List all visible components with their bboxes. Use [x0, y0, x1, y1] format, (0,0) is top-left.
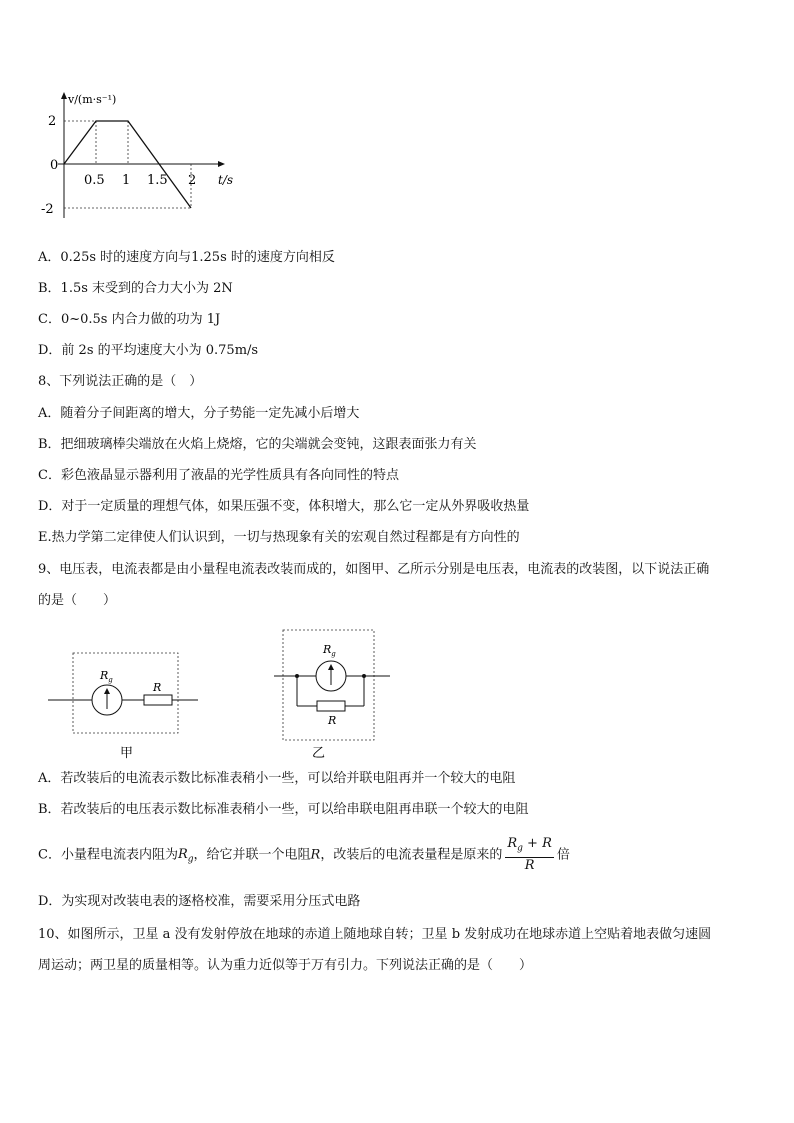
x-axis-arrow	[218, 161, 225, 167]
q9-stem-line2: 的是（ ）	[38, 593, 117, 608]
q9-c-end: 倍	[556, 847, 570, 863]
resistor-left	[144, 695, 172, 705]
meter-label-left: $R_g$	[100, 669, 113, 684]
q9-c-rg: $R_g$	[177, 847, 194, 865]
x-tick-0.5: 0.5	[84, 173, 105, 188]
label-yi: 乙	[312, 746, 326, 761]
circuit-voltmeter	[48, 653, 198, 761]
x-axis-label: t/s	[218, 173, 234, 187]
y-axis-label: v/(m·s⁻¹)	[68, 93, 117, 106]
q8-option-b: B．把细玻璃棒尖端放在火焰上烧熔，它的尖端就会变钝，这跟表面张力有关	[38, 437, 477, 452]
q7-option-a: A．0.25s 时的速度方向与1.25s 时的速度方向相反	[38, 250, 335, 265]
y-axis-arrow	[61, 92, 67, 99]
y-tick-0: 0	[50, 158, 59, 173]
y-tick-2: 2	[48, 114, 57, 129]
meter-label-right: $R_g$	[323, 643, 336, 658]
x-tick-1: 1	[122, 173, 131, 188]
q9-option-c	[38, 836, 570, 877]
q8-option-a: A．随着分子间距离的增大，分子势能一定先减小后增大	[38, 406, 360, 421]
q7-option-d: D．前 2s 的平均速度大小为 0.75m/s	[38, 343, 259, 358]
q10-stem-line1: 10、如图所示，卫星 a 没有发射停放在地球的赤道上随地球自转；卫星 b 发射成功在地球赤道上空贴着地表做匀速圆	[38, 927, 712, 942]
resistor-right	[317, 701, 345, 711]
x-tick-1.5: 1.5	[147, 173, 168, 188]
q7-option-b: B．1.5s 末受到的合力大小为 2N	[38, 281, 233, 296]
x-tick-2: 2	[188, 173, 197, 188]
q8-stem: 8、下列说法正确的是（ ）	[38, 374, 203, 389]
q9-c-post: ，改装后的电流表量程是原来的	[320, 847, 503, 863]
q9-c-fraction: $\frac{R_g + R}{R}$	[507, 836, 552, 873]
circuit-diagrams	[40, 625, 400, 765]
q9-stem-line1: 9、电压表，电流表都是由小量程电流表改装而成的，如图甲、乙所示分别是电压表，电流表的改装图，以下说法正确	[38, 562, 710, 577]
dashed-box-left	[73, 653, 178, 733]
q8-option-d: D．对于一定质量的理想气体，如果压强不变，体积增大，那么它一定从外界吸收热量	[38, 499, 530, 514]
q10-stem-line2: 周运动；两卫星的质量相等。认为重力近似等于万有引力。下列说法正确的是（ ）	[38, 958, 533, 973]
q8-option-e: E.热力学第二定律使人们认识到，一切与热现象有关的宏观自然过程都是有方向性的	[38, 530, 520, 545]
q9-c-pre: C．小量程电流表内阻为	[38, 847, 178, 863]
velocity-time-graph	[36, 88, 246, 223]
q9-option-d: D．为实现对改装电表的逐格校准，需要采用分压式电路	[38, 894, 361, 909]
resistor-label-left: R	[153, 681, 162, 694]
label-jia: 甲	[120, 746, 134, 761]
q9-c-mid: ，给它并联一个电阻	[193, 847, 311, 863]
y-tick-neg2: -2	[41, 202, 54, 217]
q7-option-c: C．0~0.5s 内合力做的功为 1J	[38, 312, 221, 327]
resistor-label-right: R	[328, 714, 337, 727]
circuit-ammeter	[274, 630, 390, 761]
q8-option-c: C．彩色液晶显示器利用了液晶的光学性质具有各向同性的特点	[38, 468, 399, 483]
q9-option-a: A．若改装后的电流表示数比标准表稍小一些，可以给并联电阻再并一个较大的电阻	[38, 771, 516, 786]
q9-option-b: B．若改装后的电压表示数比标准表稍小一些，可以给串联电阻再串联一个较大的电阻	[38, 802, 529, 817]
q9-c-r: R	[310, 847, 321, 863]
